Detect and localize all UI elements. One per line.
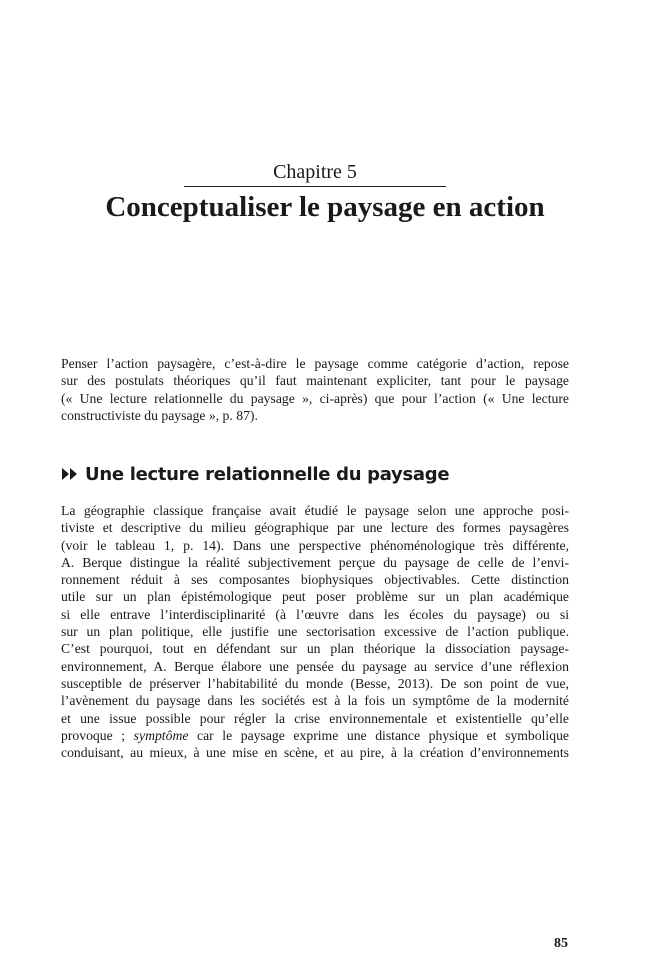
italic-term: symptôme <box>133 727 189 743</box>
section-heading <box>61 463 569 487</box>
body-line: susceptible de préserver l’habitabilité du monde (Besse, 2013). De son point de vue, <box>61 675 569 691</box>
body-line: sur un plan politique, elle justifie une sectorisation excessive de l’action publique. <box>61 624 569 640</box>
body-line: tiviste et descriptive du milieu géographique par une lecture des formes paysagères <box>61 520 569 536</box>
intro-line: (« Une lecture relationnelle du paysage », ci-après) que pour l’action (« Une lecture <box>61 390 569 406</box>
body-line: ronnement réduit à ses composantes biophysiques objectivables. Cette distinction <box>61 572 569 588</box>
chapter-title: Conceptualiser le paysage en action <box>105 191 545 223</box>
body-line: et une issue possible pour régler la crise environnementale et existentielle qu’elle <box>61 710 569 726</box>
body-line: (voir le tableau 1, p. 14). Dans une perspective phénoménologique très différente, <box>61 537 569 553</box>
body-line: environnement, A. Berque élabore une pensée du paysage au service d’une réflexion <box>61 658 569 674</box>
intro-line: sur des postulats théoriques qu’il faut maintenant expliciter, tant pour le paysage <box>61 373 569 389</box>
body-line-14-before: provoque ; <box>61 727 134 743</box>
page-number: 85 <box>554 936 568 951</box>
intro-line: Penser l’action paysagère, c’est-à-dire le paysage comme catégorie d’action, repose <box>61 356 569 371</box>
body-paragraph <box>61 502 569 761</box>
body-line: l’avènement du paysage dans les sociétés est à la fois un symptôme de la modernité <box>61 693 569 709</box>
body-line: utile sur un plan épistémologique peut poser problème sur un plan académique <box>61 589 569 605</box>
body-line <box>61 727 569 744</box>
body-line: A. Berque distingue la réalité subjectivement perçue du paysage de celle de l’envi- <box>61 554 569 570</box>
section-heading-text: Une lecture relationnelle du paysage <box>85 464 450 485</box>
intro-paragraph <box>61 355 569 424</box>
body-line: si elle entrave l’interdisciplinarité (à l’œuvre dans les écoles du paysage) ou si <box>61 606 569 622</box>
chapter-label: Chapitre 5 <box>184 160 446 187</box>
double-chevron-right-icon <box>61 467 79 481</box>
body-line-14-after: car le paysage exprime une distance physique et symbolique <box>188 727 569 743</box>
intro-line: constructiviste du paysage », p. 87). <box>61 407 258 423</box>
body-line: conduisant, au mieux, à une mise en scène, et au pire, à la création d’environnements <box>61 745 569 761</box>
body-line: La géographie classique française avait étudié le paysage selon une approche posi- <box>61 503 569 518</box>
body-line: C’est pourquoi, tout en défendant sur un plan théorique la dissociation paysage- <box>61 641 569 657</box>
